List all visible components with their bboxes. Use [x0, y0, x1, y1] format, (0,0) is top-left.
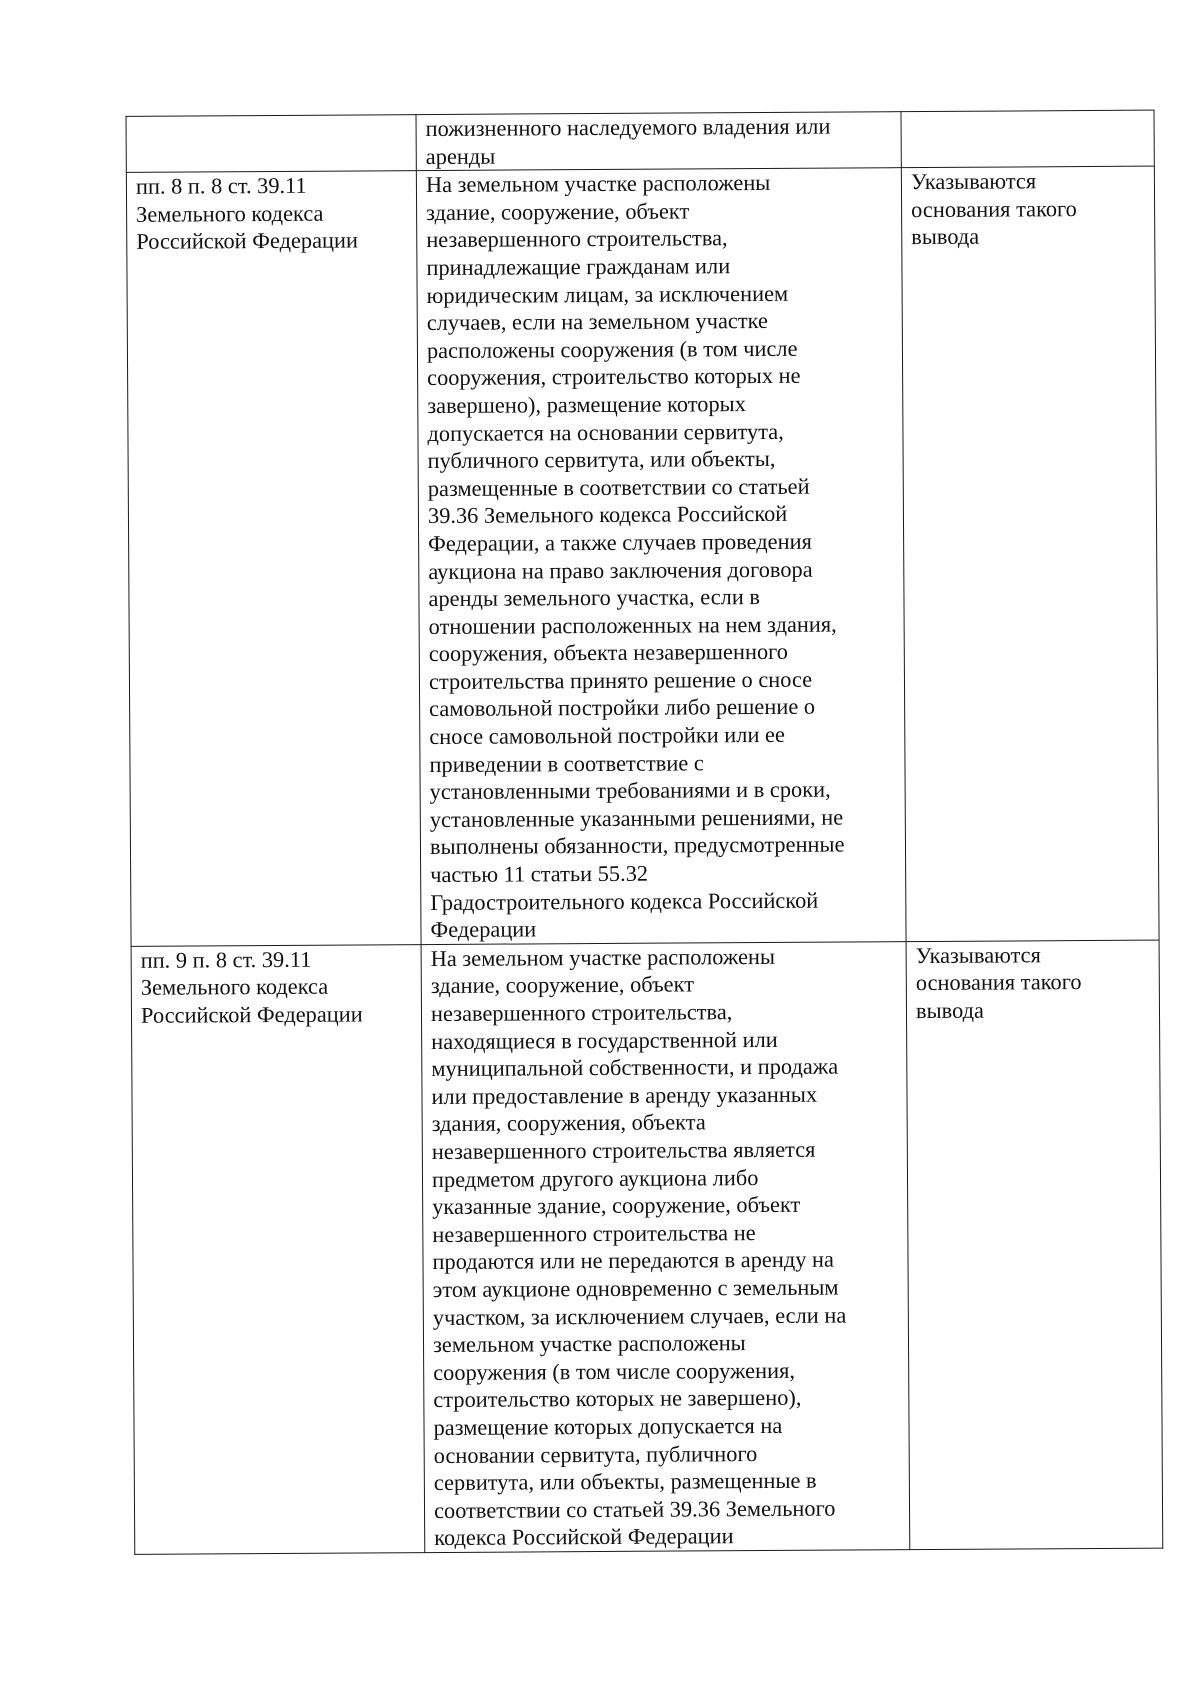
- article-text: пп. 8 п. 8 ст. 39.11 Земельного кодекса Российской Федерации: [135, 172, 359, 255]
- article-cell: [126, 115, 416, 173]
- article-text: [136, 115, 407, 117]
- condition-text: пожизненного наследуемого владения или аренды: [425, 113, 831, 169]
- note-cell: [901, 110, 1154, 168]
- note-text: Указываются основания такого вывода: [910, 168, 1077, 250]
- note-text: Указываются основания такого вывода: [915, 942, 1082, 1024]
- table-row: [126, 166, 1159, 946]
- article-cell: [131, 944, 425, 1554]
- note-cell: [906, 940, 1163, 1550]
- article-text: пп. 9 п. 8 ст. 39.11 Земельного кодекса Российской Федерации: [140, 946, 363, 1028]
- note-text: [910, 111, 1144, 112]
- condition-text: На земельном участке расположены здание, сооружение, объект незавершенного строительства, принадлежащие гражданам или юридическим лицам, за исключением случаев, если на земельном участке расположены сооружения (в том числе сооружения, строительство которых не завершено), размещение которых допускается на основании сервитута, публичного сервитута, или объекты, размещенные в соответствии со статьей 39.36 Земельного кодекса Российской Федерации, а также случаев проведения аукциона на право заключения договора аренды земельного участка, если в отношении расположенных на нем здания, сооружения, объекта незавершенного строительства принято решение о сносе самовольной постройки либо решение о сносе самовольной постройки или ее приведении в соответствие с установленными требованиями и в сроки, установленные указанными решениями, не выполнены обязанности, предусмотренные частью 11 статьи 55.32 Градостроительного кодекса Российской Федерации: [425, 170, 845, 943]
- article-cell: [126, 171, 421, 946]
- condition-cell: [421, 941, 910, 1552]
- condition-cell: [416, 112, 901, 171]
- condition-cell: [416, 168, 906, 945]
- table-row: [126, 110, 1154, 172]
- table-row: [131, 940, 1163, 1554]
- condition-text: На земельном участке расположены здание, сооружение, объект незавершенного строительства, находящиеся в государственной или муниципальной собственности, и продажа или предоставление в аренду указанных здания, сооружения, объекта незавершенного строительства является предметом другого аукциона либо указанные здание, сооружение, объект незавершенного строительства не продаются или не передаются в аренду на этом аукционе одновременно с земельным участком, за исключением случаев, если на земельном участке расположены сооружения (в том числе сооружения, строительство которых не завершено), размещение которых допускается на основании сервитута, публичного сервитута, или объекты, размещенные в соответствии со статьей 39.36 Земельного кодекса Российской Федерации: [430, 943, 847, 1551]
- grounds-table: [126, 110, 1164, 1555]
- note-cell: [901, 166, 1159, 941]
